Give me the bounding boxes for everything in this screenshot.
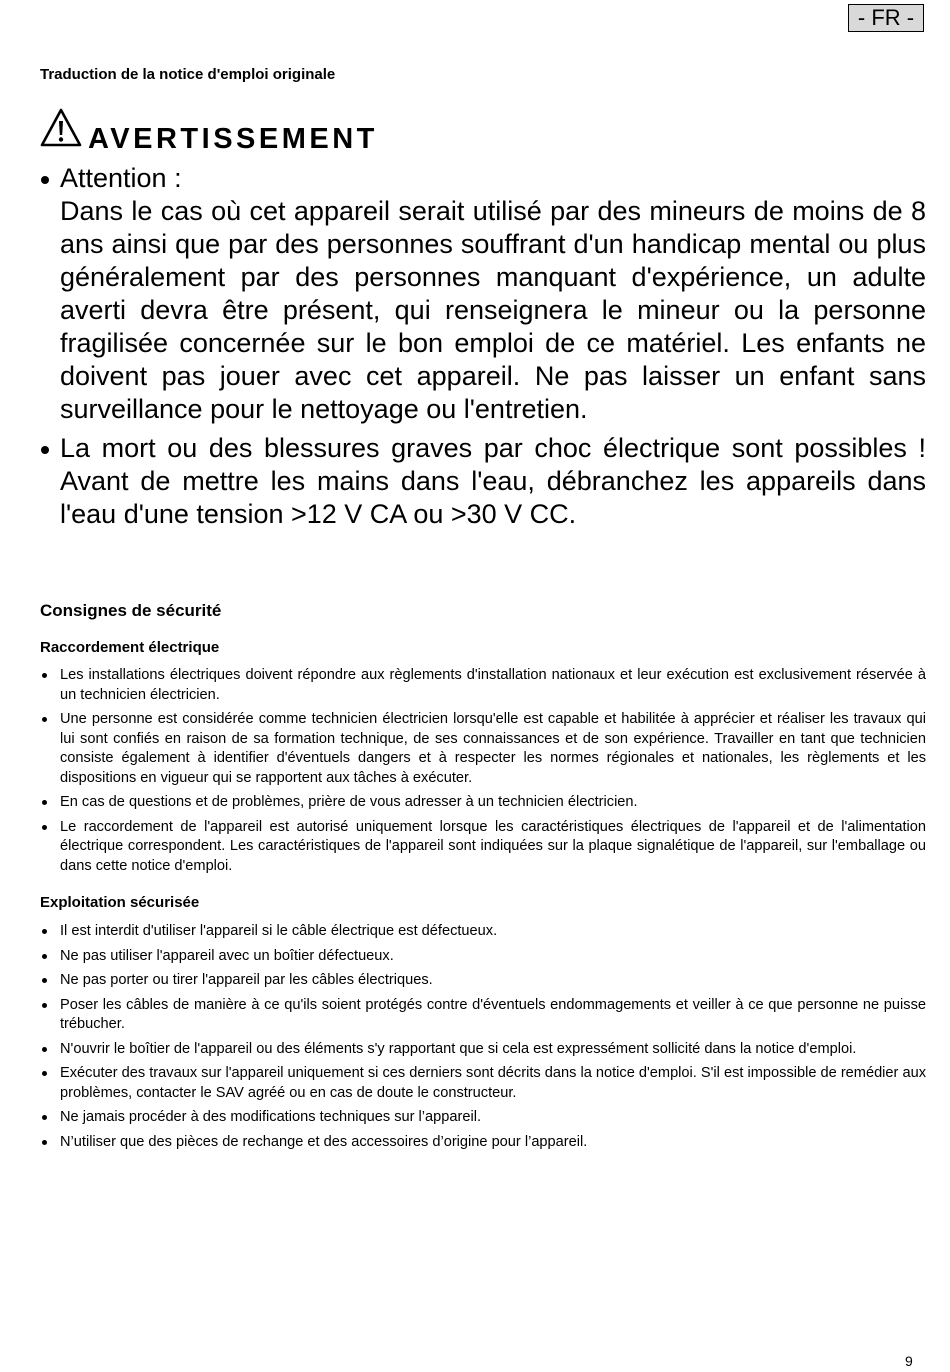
warning-item-text: Dans le cas où cet appareil serait utilisé par des mineurs de moins de 8 ans ainsi que par des personnes souffrant d'un handicap mental ou plus généralement par des personnes manquant d'expérience, un adulte averti devra être présent, qui renseignera le mineur ou la personne fragilisée concernée sur le bon emploi de ce matériel. Les enfants ne doivent pas jouer avec cet appareil. Ne pas laisser un enfant sans surveillance pour le nettoyage ou l'entretien. (60, 196, 926, 424)
language-tag: - FR - (848, 4, 924, 32)
list-item: N’utiliser que des pièces de rechange et des accessoires d’origine pour l’appareil. (40, 1133, 926, 1153)
warning-item-text: La mort ou des blessures graves par choc électrique sont possibles ! Avant de mettre les mains dans l'eau, débranchez les appareils dans l'eau d'une tension >12 V CA ou >30 V CC. (60, 433, 926, 529)
warning-item-lead: Attention : (60, 163, 182, 193)
list-item: Exécuter des travaux sur l'appareil uniquement si ces derniers sont décrits dans la notice d'emploi. S'il est impossible de remédier aux problèmes, contacter le SAV agréé ou en cas de doute le constructeur. (40, 1064, 926, 1103)
electrical-connection-title: Raccordement électrique (40, 639, 220, 656)
warning-triangle-icon (40, 108, 82, 148)
list-item: Les installations électriques doivent répondre aux règlements d'installation nationaux et leur exécution est exclusivement réservée à un technicien électricien. (40, 666, 926, 705)
list-item: Ne pas porter ou tirer l'appareil par les câbles électriques. (40, 971, 926, 991)
list-item: Ne pas utiliser l'appareil avec un boîtier défectueux. (40, 947, 926, 967)
list-item: Ne jamais procéder à des modifications techniques sur l’appareil. (40, 1108, 926, 1128)
warning-list (40, 162, 926, 537)
list-item: En cas de questions et de problèmes, prière de vous adresser à un technicien électricien. (40, 793, 926, 813)
warning-item (40, 432, 926, 531)
list-item: Poser les câbles de manière à ce qu'ils soient protégés contre d'éventuels endommagements et veiller à ce que personne ne puisse trébucher. (40, 996, 926, 1035)
list-item: Une personne est considérée comme technicien électricien lorsqu'elle est capable et habilitée à apprécier et réaliser les travaux qui lui sont confiés en raison de sa formation technique, de ses connaissances et de son expérience. Travailler en tant que technicien consiste également à identifier d'éventuels dangers et à respecter les normes régionales et nationales, les règlements et les dispositions en vigueur qui se rapportent aux tâches à exécuter. (40, 710, 926, 788)
safe-operation-list (40, 922, 926, 1157)
warning-item (40, 162, 926, 426)
safety-section-title: Consignes de sécurité (40, 601, 222, 620)
list-item: Le raccordement de l'appareil est autorisé uniquement lorsque les caractéristiques électriques de l'appareil et de l'alimentation électrique correspondent. Les caractéristiques de l'appareil sont indiquées sur la plaque signalétique de l'appareil, sur l'emballage ou dans cette notice d'emploi. (40, 818, 926, 877)
electrical-connection-list (40, 666, 926, 881)
document-subtitle: Traduction de la notice d'emploi originale (40, 66, 336, 83)
page-number: 9 (905, 1353, 913, 1369)
list-item: N'ouvrir le boîtier de l'appareil ou des éléments s'y rapportant que si cela est expressément sollicité dans la notice d'emploi. (40, 1040, 926, 1060)
safe-operation-title: Exploitation sécurisée (40, 894, 200, 911)
list-item: Il est interdit d'utiliser l'appareil si le câble électrique est défectueux. (40, 922, 926, 942)
warning-title: AVERTISSEMENT (88, 123, 378, 155)
